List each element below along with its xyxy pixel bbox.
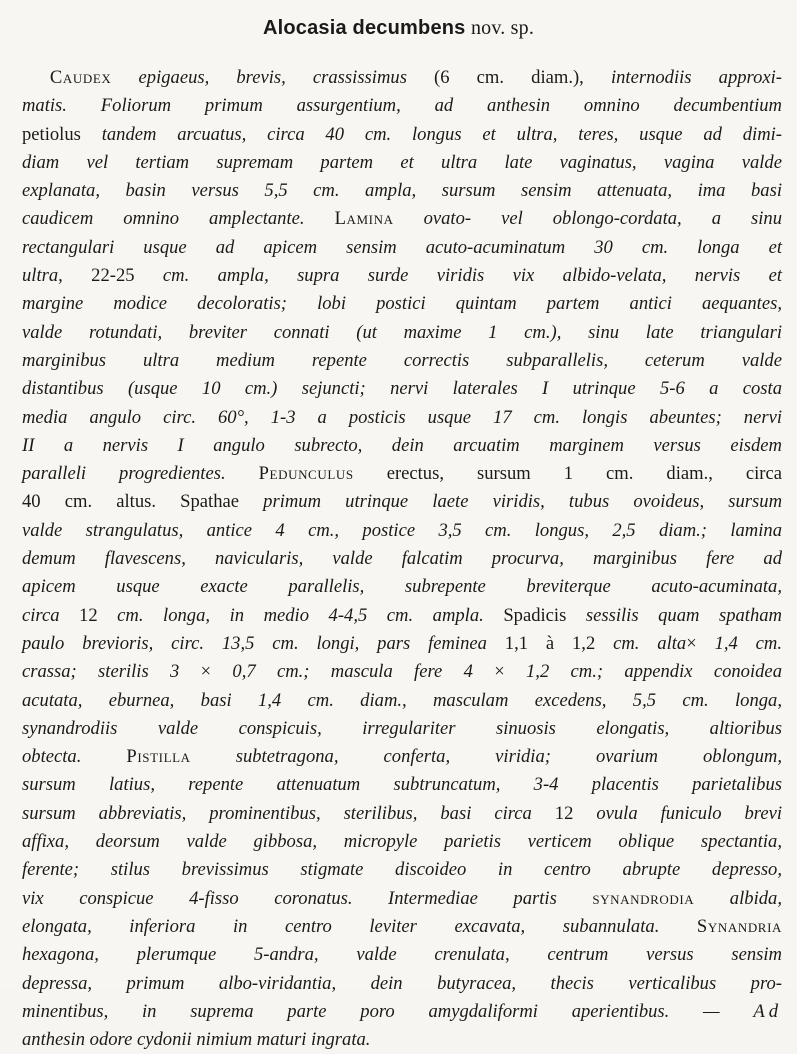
section-heading-term: Lamina xyxy=(334,208,394,230)
page-title xyxy=(0,14,797,41)
text-segment: matis. Foliorum primum assurgentium, ad anthesin omnino decumbentium xyxy=(22,95,782,117)
text-segment: Spadicis xyxy=(503,604,567,626)
text-line xyxy=(22,545,782,573)
text-segment: ovato- vel oblongo-cordata, a sinu xyxy=(393,208,782,230)
text-segment: media angulo circ. 60°, 1-3 a posticis usque 17 cm. longis abeuntes; nervi xyxy=(22,406,782,428)
text-segment: obtecta. xyxy=(22,746,127,768)
text-segment: sursum latius, repente attenuatum subtruncatum, 3-4 placentis parietalibus xyxy=(22,774,782,796)
text-segment: explanata, basin versus 5,5 cm. ampla, sursum sensim attenuata, ima basi xyxy=(22,180,782,202)
text-segment: paralleli progredientes. xyxy=(22,463,259,485)
text-segment: sessilis quam spatham xyxy=(566,604,782,626)
text-line xyxy=(22,488,782,516)
text-segment: 1,1 à 1,2 xyxy=(504,632,596,654)
text-line xyxy=(22,375,782,403)
title-suffix: nov. sp. xyxy=(470,17,535,39)
text-segment: depressa, primum albo-viridantia, dein butyracea, thecis verticalibus pro- xyxy=(22,972,782,994)
text-line xyxy=(22,205,782,233)
section-heading-term: synandrodia xyxy=(592,887,695,909)
text-line xyxy=(22,856,782,884)
text-line xyxy=(22,290,782,318)
text-line xyxy=(22,771,782,799)
text-segment: 1,2 cm.; appendix conoidea xyxy=(504,661,782,683)
text-segment: epigaeus, brevis, crassissimus xyxy=(111,67,435,88)
text-segment xyxy=(22,67,50,88)
text-segment: (6 cm. diam.), xyxy=(434,67,584,88)
text-segment: circa xyxy=(22,604,80,626)
text-segment: valde rotundati, breviter connati (ut maxime 1 cm.), sinu late triangulari xyxy=(22,321,782,343)
text-segment: × xyxy=(686,632,697,654)
text-line xyxy=(22,1026,782,1054)
text-segment: marginibus ultra medium repente correctis subparallelis, ceterum valde xyxy=(22,349,782,371)
text-line xyxy=(22,347,782,375)
text-line xyxy=(22,319,782,347)
text-line xyxy=(22,715,782,743)
text-line xyxy=(22,149,782,177)
text-segment: hexagona, plerumque 5-andra, valde crenulata, centrum versus sensim xyxy=(22,944,782,966)
text-segment: minentibus, in suprema parte poro amygdaliformi aperientibus. — xyxy=(22,1000,754,1022)
text-segment: primum utrinque laete viridis, tubus ovoideus, sursum xyxy=(239,491,782,513)
text-segment: apicem usque exacte parallelis, subrepente breviterque acuto-acuminata, xyxy=(22,576,782,598)
text-segment: acutata, eburnea, basi 1,4 cm. diam., masculam excedens, 5,5 cm. longa, xyxy=(22,689,782,711)
text-segment: synandrodiis valde conspicuis, irregulariter sinuosis elongatis, altioribus xyxy=(22,717,782,739)
text-line xyxy=(22,743,782,771)
text-line xyxy=(22,64,782,92)
text-line xyxy=(22,177,782,205)
text-segment: petiolus xyxy=(22,123,81,145)
text-segment: cm. alta xyxy=(595,632,687,654)
title-species-name: Alocasia decumbens xyxy=(262,17,466,39)
text-segment: caudicem omnino amplectante. xyxy=(22,208,335,230)
text-segment: × xyxy=(494,661,505,683)
text-segment: 40 cm. altus. Spathae xyxy=(22,491,240,513)
text-segment: sursum abbreviatis, prominentibus, sterilibus, basi circa xyxy=(22,802,555,824)
text-segment: anthesin odore cydonii nimium maturi ingrata. xyxy=(22,1029,371,1051)
text-line xyxy=(22,404,782,432)
text-line xyxy=(22,92,782,120)
text-line xyxy=(22,800,782,828)
text-segment: × xyxy=(200,661,212,683)
text-segment: internodiis approxi- xyxy=(583,67,782,88)
section-heading-term: Pedunculus xyxy=(258,463,354,485)
text-segment: erectus, sursum 1 cm. diam., circa xyxy=(353,463,782,485)
text-line xyxy=(22,913,782,941)
text-segment: II a nervis I angulo subrecto, dein arcuatim marginem versus eisdem xyxy=(22,434,782,456)
text-line xyxy=(22,970,782,998)
text-segment: 22-25 xyxy=(91,265,135,287)
text-segment: distantibus (usque 10 cm.) sejuncti; nervi laterales I utrinque 5-6 a costa xyxy=(22,378,782,400)
text-line xyxy=(22,602,782,630)
text-segment: ovula funiculo brevi xyxy=(573,802,782,824)
text-line xyxy=(22,121,782,149)
species-description xyxy=(22,64,782,1054)
text-segment: Ad xyxy=(753,1000,782,1022)
text-segment: albida, xyxy=(694,887,782,909)
text-line xyxy=(22,573,782,601)
text-segment: 12 xyxy=(554,802,574,824)
text-segment: 12 xyxy=(79,604,98,626)
text-line xyxy=(22,658,782,686)
text-line xyxy=(22,460,782,488)
section-heading-term: Pistilla xyxy=(126,746,191,768)
text-segment: 1,4 cm. xyxy=(696,632,782,654)
text-segment: vix conspicue 4-fisso coronatus. Intermediae partis xyxy=(22,887,593,909)
text-segment: paulo brevioris, circ. 13,5 cm. longi, pars feminea xyxy=(22,632,505,654)
text-segment: diam vel tertiam supremam partem et ultra late vaginatus, vagina valde xyxy=(22,151,782,173)
text-segment: subtetragona, conferta, viridia; ovarium oblongum, xyxy=(190,746,782,768)
text-segment: cm. longa, in medio 4-4,5 cm. ampla. xyxy=(97,604,504,626)
section-heading-term: Synandria xyxy=(696,915,782,937)
text-segment: margine modice decoloratis; lobi postici quintam partem antici aequantes, xyxy=(22,293,782,315)
text-segment: tandem arcuatus, circa 40 cm. longus et ultra, teres, usque ad dimi- xyxy=(80,123,782,145)
text-line xyxy=(22,998,782,1026)
section-heading-term: Caudex xyxy=(49,67,112,88)
text-line xyxy=(22,517,782,545)
text-segment: valde strangulatus, antice 4 cm., postice 3,5 cm. longus, 2,5 diam.; lamina xyxy=(22,519,782,541)
text-segment: 0,7 cm.; mascula fere 4 xyxy=(211,661,495,683)
text-line xyxy=(22,828,782,856)
text-segment: ferente; stilus brevissimus stigmate discoideo in centro abrupte depresso, xyxy=(22,859,782,881)
text-segment: affixa, deorsum valde gibbosa, micropyle parietis verticem oblique spectantia, xyxy=(22,831,782,853)
text-segment: cm. ampla, supra surde viridis vix albido-velata, nervis et xyxy=(134,265,782,287)
text-segment: ultra, xyxy=(22,265,92,287)
text-segment: crassa; sterilis 3 xyxy=(22,661,201,683)
text-segment: elongata, inferiora in centro leviter excavata, subannulata. xyxy=(22,915,697,937)
text-line xyxy=(22,234,782,262)
text-segment: demum flavescens, navicularis, valde falcatim procurva, marginibus fere ad xyxy=(22,548,782,570)
text-line xyxy=(22,630,782,658)
text-line xyxy=(22,885,782,913)
text-line xyxy=(22,941,782,969)
text-line xyxy=(22,432,782,460)
text-segment: rectangulari usque ad apicem sensim acuto-acuminatum 30 cm. longa et xyxy=(22,236,782,258)
text-line xyxy=(22,262,782,290)
text-line xyxy=(22,687,782,715)
